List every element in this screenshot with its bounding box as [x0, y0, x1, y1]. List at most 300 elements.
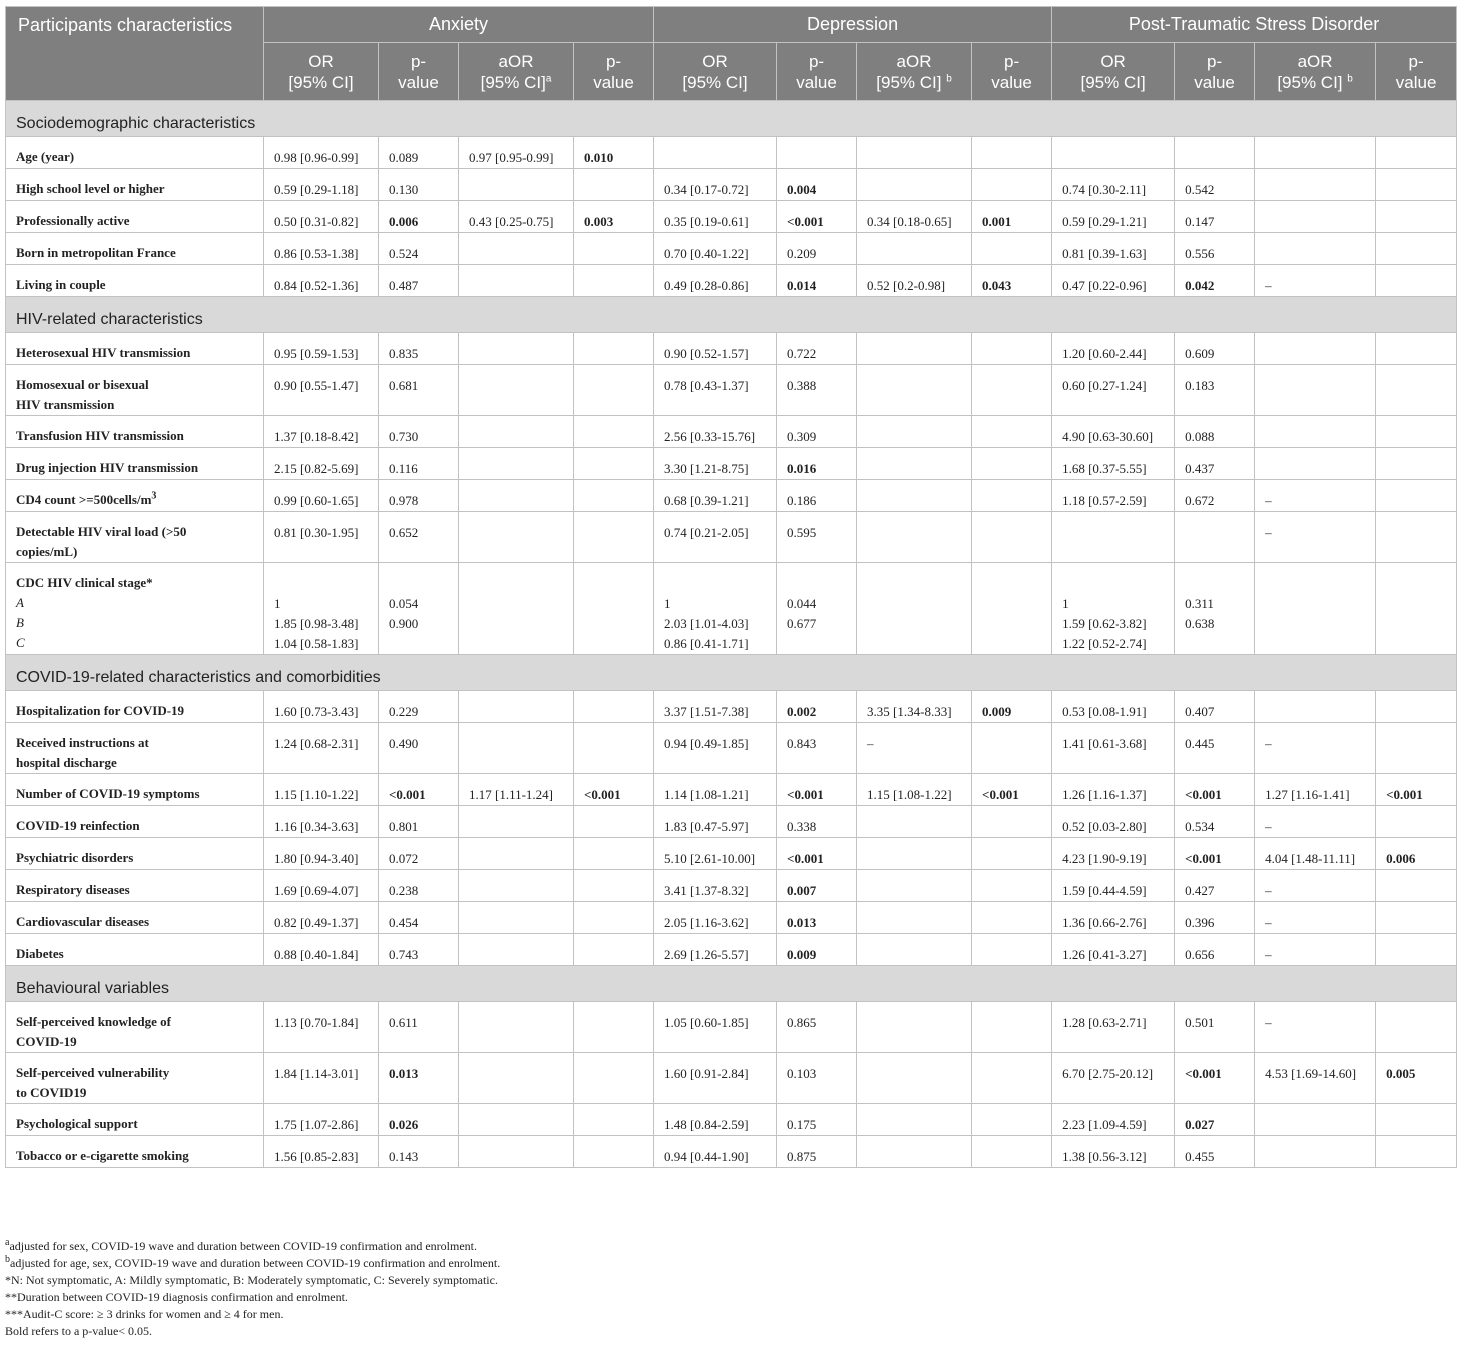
table-cell	[972, 902, 1052, 934]
table-cell: 0.35 [0.19-0.61]	[654, 201, 777, 233]
row-label: Psychological support	[6, 1104, 264, 1136]
section-title: HIV-related characteristics	[6, 297, 1457, 333]
table-cell: 0.49 [0.28-0.86]	[654, 265, 777, 297]
table-cell: 1.48 [0.84-2.59]	[654, 1104, 777, 1136]
table-row	[6, 333, 1457, 365]
table-cell: 0.59 [0.29-1.18]	[264, 169, 379, 201]
p-value-header: p- value	[777, 43, 857, 101]
row-label: Number of COVID-19 symptoms	[6, 774, 264, 806]
table-cell: 0.388	[777, 365, 857, 416]
aor-footnote-mark: b	[1347, 72, 1353, 84]
table-cell: 0.94 [0.49-1.85]	[654, 723, 777, 774]
table-cell: 2.05 [1.16-3.62]	[654, 902, 777, 934]
table-cell: 0.70 [0.40-1.22]	[654, 233, 777, 265]
table-cell: 1 2.03 [1.01-4.03] 0.86 [0.41-1.71]	[654, 563, 777, 655]
table-cell	[459, 448, 574, 480]
table-cell: 0.59 [0.29-1.21]	[1052, 201, 1175, 233]
section-row	[6, 966, 1457, 1002]
table-cell	[857, 563, 972, 655]
row-label: High school level or higher	[6, 169, 264, 201]
table-cell: 0.238	[379, 870, 459, 902]
table-cell: 0.490	[379, 723, 459, 774]
table-cell	[1376, 480, 1457, 512]
table-cell: 4.53 [1.69-14.60]	[1255, 1053, 1376, 1104]
table-cell: <0.001	[777, 201, 857, 233]
table-cell: 1.59 [0.44-4.59]	[1052, 870, 1175, 902]
table-cell: 6.70 [2.75-20.12]	[1052, 1053, 1175, 1104]
table-cell: 0.74 [0.21-2.05]	[654, 512, 777, 563]
table-cell	[459, 365, 574, 416]
results-table	[5, 6, 1457, 1168]
row-label: Cardiovascular diseases	[6, 902, 264, 934]
table-cell: 0.130	[379, 169, 459, 201]
table-cell	[857, 902, 972, 934]
table-cell	[1255, 137, 1376, 169]
table-cell: 0.86 [0.53-1.38]	[264, 233, 379, 265]
table-cell: 0.95 [0.59-1.53]	[264, 333, 379, 365]
table-cell	[777, 137, 857, 169]
row-label: Transfusion HIV transmission	[6, 416, 264, 448]
table-cell: 0.611	[379, 1002, 459, 1053]
table-cell: 0.003	[574, 201, 654, 233]
table-cell: 0.043	[972, 265, 1052, 297]
table-cell: 0.74 [0.30-2.11]	[1052, 169, 1175, 201]
footnote-mark: a	[5, 1237, 10, 1248]
table-cell	[857, 512, 972, 563]
table-cell: 0.681	[379, 365, 459, 416]
table-cell	[1376, 934, 1457, 966]
table-cell: 1.41 [0.61-3.68]	[1052, 723, 1175, 774]
table-cell	[574, 448, 654, 480]
table-cell: 1.20 [0.60-2.44]	[1052, 333, 1175, 365]
p-value-header: p- value	[972, 43, 1052, 101]
table-cell	[574, 365, 654, 416]
table-row	[6, 902, 1457, 934]
table-cell	[1376, 512, 1457, 563]
row-label: Living in couple	[6, 265, 264, 297]
aor-footnote-mark: a	[545, 72, 552, 84]
table-cell: <0.001	[777, 838, 857, 870]
table-cell	[1376, 416, 1457, 448]
row-label: Age (year)	[6, 137, 264, 169]
table-cell: 0.311 0.638	[1175, 563, 1255, 655]
table-row	[6, 723, 1457, 774]
table-cell: 0.78 [0.43-1.37]	[654, 365, 777, 416]
table-cell	[1376, 448, 1457, 480]
table-cell: 0.524	[379, 233, 459, 265]
table-cell	[1376, 265, 1457, 297]
table-cell	[574, 333, 654, 365]
table-cell: 1 1.59 [0.62-3.82] 1.22 [0.52-2.74]	[1052, 563, 1175, 655]
row-label: Professionally active	[6, 201, 264, 233]
table-cell	[1255, 1136, 1376, 1168]
footnote: ***Audit-C score: ≥ 3 drinks for women and ≥ 4 for men.	[5, 1307, 284, 1321]
table-cell: 0.99 [0.60-1.65]	[264, 480, 379, 512]
table-cell: 0.116	[379, 448, 459, 480]
table-cell: 0.501	[1175, 1002, 1255, 1053]
table-cell	[1376, 1136, 1457, 1168]
table-cell: 1.14 [1.08-1.21]	[654, 774, 777, 806]
table-cell	[972, 806, 1052, 838]
table-cell	[459, 1104, 574, 1136]
table-row	[6, 1136, 1457, 1168]
aor-ci-header: aOR [95% CI] $^b$	[1255, 43, 1376, 101]
table-cell: 1.16 [0.34-3.63]	[264, 806, 379, 838]
table-cell: –	[1255, 870, 1376, 902]
table-cell: 0.407	[1175, 691, 1255, 723]
table-cell	[459, 1053, 574, 1104]
table-cell: 0.006	[1376, 838, 1457, 870]
table-cell: 0.005	[1376, 1053, 1457, 1104]
table-cell: 0.183	[1175, 365, 1255, 416]
table-cell	[1376, 806, 1457, 838]
section-row	[6, 101, 1457, 137]
table-cell: 0.652	[379, 512, 459, 563]
table-cell	[459, 1136, 574, 1168]
table-cell: 0.53 [0.08-1.91]	[1052, 691, 1175, 723]
table-cell: 0.013	[777, 902, 857, 934]
table-cell	[972, 1002, 1052, 1053]
table-cell	[1255, 1104, 1376, 1136]
table-cell	[972, 1136, 1052, 1168]
table-cell: –	[1255, 902, 1376, 934]
table-cell: 0.072	[379, 838, 459, 870]
table-cell: 0.843	[777, 723, 857, 774]
row-label: Received instructions at hospital discharge	[6, 723, 264, 774]
table-cell: 1 1.85 [0.98-3.48] 1.04 [0.58-1.83]	[264, 563, 379, 655]
table-cell	[1376, 201, 1457, 233]
row-label: CD4 count $>=500cells/m^3$	[6, 480, 264, 512]
table-row	[6, 1104, 1457, 1136]
table-cell	[574, 902, 654, 934]
table-cell	[574, 691, 654, 723]
or-ci-header: OR [95% CI]	[1052, 43, 1175, 101]
table-cell	[459, 233, 574, 265]
table-cell	[857, 1104, 972, 1136]
table-cell	[1255, 233, 1376, 265]
p-value-header: p- value	[1376, 43, 1457, 101]
table-cell	[857, 137, 972, 169]
table-cell	[574, 1136, 654, 1168]
table-cell	[1376, 365, 1457, 416]
table-cell: 0.534	[1175, 806, 1255, 838]
table-cell: 0.94 [0.44-1.90]	[654, 1136, 777, 1168]
table-cell: –	[1255, 723, 1376, 774]
aor-ci-header: aOR [95% CI]$^a$	[459, 43, 574, 101]
table-cell	[857, 416, 972, 448]
table-cell	[459, 870, 574, 902]
table-cell: <0.001	[379, 774, 459, 806]
table-cell: 0.455	[1175, 1136, 1255, 1168]
table-cell: 0.338	[777, 806, 857, 838]
table-row	[6, 365, 1457, 416]
table-cell	[972, 723, 1052, 774]
table-cell: –	[857, 723, 972, 774]
table-cell: 4.90 [0.63-30.60]	[1052, 416, 1175, 448]
table-cell	[1255, 201, 1376, 233]
table-cell: <0.001	[1175, 774, 1255, 806]
table-cell	[574, 416, 654, 448]
stage-sublabel: C	[16, 635, 25, 650]
row-label: CDC HIV clinical stage* A B C	[6, 563, 264, 655]
table-cell: 0.016	[777, 448, 857, 480]
table-cell	[972, 233, 1052, 265]
table-cell: 1.60 [0.73-3.43]	[264, 691, 379, 723]
table-cell	[574, 169, 654, 201]
table-cell: 0.656	[1175, 934, 1255, 966]
table-cell	[459, 512, 574, 563]
table-row	[6, 934, 1457, 966]
table-cell	[654, 137, 777, 169]
table-row	[6, 806, 1457, 838]
table-cell	[972, 416, 1052, 448]
table-cell: 1.68 [0.37-5.55]	[1052, 448, 1175, 480]
table-cell: 1.84 [1.14-3.01]	[264, 1053, 379, 1104]
table-row	[6, 870, 1457, 902]
table-cell: <0.001	[777, 774, 857, 806]
table-cell	[972, 512, 1052, 563]
table-cell: 0.52 [0.03-2.80]	[1052, 806, 1175, 838]
table-cell: –	[1255, 265, 1376, 297]
table-cell	[1255, 563, 1376, 655]
table-cell: 0.84 [0.52-1.36]	[264, 265, 379, 297]
table-cell	[1376, 691, 1457, 723]
row-label: Psychiatric disorders	[6, 838, 264, 870]
table-cell	[574, 806, 654, 838]
table-cell	[1052, 512, 1175, 563]
table-cell	[459, 902, 574, 934]
table-cell: 3.30 [1.21-8.75]	[654, 448, 777, 480]
row-label: Self-perceived vulnerability to COVID19	[6, 1053, 264, 1104]
footnotes	[5, 1238, 500, 1340]
table-cell: 0.542	[1175, 169, 1255, 201]
table-cell: 1.15 [1.10-1.22]	[264, 774, 379, 806]
table-cell: 1.24 [0.68-2.31]	[264, 723, 379, 774]
row-label: Homosexual or bisexual HIV transmission	[6, 365, 264, 416]
table-cell: 0.042	[1175, 265, 1255, 297]
p-value-header: p- value	[1175, 43, 1255, 101]
table-cell	[857, 169, 972, 201]
footnote: $^b$adjusted for age, sex, COVID-19 wave and duration between COVID-19 confirmation and enrolment.	[5, 1254, 501, 1270]
aor-ci-header: aOR [95% CI] $^b$	[857, 43, 972, 101]
table-cell: –	[1255, 1002, 1376, 1053]
row-label: Respiratory diseases	[6, 870, 264, 902]
table-cell: 0.309	[777, 416, 857, 448]
table-cell: 0.002	[777, 691, 857, 723]
depression-header: Depression	[654, 7, 1052, 43]
table-cell	[857, 934, 972, 966]
table-cell	[1376, 563, 1457, 655]
table-cell: 1.60 [0.91-2.84]	[654, 1053, 777, 1104]
table-row	[6, 233, 1457, 265]
table-cell: 0.595	[777, 512, 857, 563]
table-cell: 1.05 [0.60-1.85]	[654, 1002, 777, 1053]
table-row	[6, 512, 1457, 563]
table-cell	[459, 480, 574, 512]
table-row	[6, 201, 1457, 233]
table-cell: <0.001	[1376, 774, 1457, 806]
table-cell: 0.34 [0.18-0.65]	[857, 201, 972, 233]
table-cell: 5.10 [2.61-10.00]	[654, 838, 777, 870]
table-cell	[1255, 169, 1376, 201]
table-cell: 0.865	[777, 1002, 857, 1053]
table-cell	[459, 934, 574, 966]
p-value-header: p- value	[574, 43, 654, 101]
table-cell	[1175, 512, 1255, 563]
table-cell	[1052, 137, 1175, 169]
table-cell	[459, 333, 574, 365]
table-cell: 0.978	[379, 480, 459, 512]
row-label: Self-perceived knowledge of COVID-19	[6, 1002, 264, 1053]
table-cell: 0.743	[379, 934, 459, 966]
table-cell	[972, 838, 1052, 870]
table-cell: 0.209	[777, 233, 857, 265]
table-cell: 0.801	[379, 806, 459, 838]
table-cell: 2.69 [1.26-5.57]	[654, 934, 777, 966]
table-cell: 0.722	[777, 333, 857, 365]
section-row	[6, 297, 1457, 333]
table-cell: 0.437	[1175, 448, 1255, 480]
table-cell: 0.186	[777, 480, 857, 512]
table-cell	[1376, 870, 1457, 902]
stage-sublabel: B	[16, 615, 24, 630]
table-cell: 0.229	[379, 691, 459, 723]
footnote: **Duration between COVID-19 diagnosis confirmation and enrolment.	[5, 1290, 348, 1304]
table-cell: 1.26 [0.41-3.27]	[1052, 934, 1175, 966]
table-row	[6, 1002, 1457, 1053]
table-cell	[1376, 1002, 1457, 1053]
table-cell: –	[1255, 934, 1376, 966]
table-cell	[574, 870, 654, 902]
table-row	[6, 838, 1457, 870]
table-cell: 0.88 [0.40-1.84]	[264, 934, 379, 966]
table-cell: 0.875	[777, 1136, 857, 1168]
table-cell: 0.34 [0.17-0.72]	[654, 169, 777, 201]
footnote: $^a$adjusted for sex, COVID-19 wave and duration between COVID-19 confirmation and enrolment.	[5, 1237, 477, 1253]
table-cell: 1.38 [0.56-3.12]	[1052, 1136, 1175, 1168]
table-row	[6, 416, 1457, 448]
table-cell: 1.37 [0.18-8.42]	[264, 416, 379, 448]
table-cell: 0.672	[1175, 480, 1255, 512]
table-cell	[1376, 1104, 1457, 1136]
table-cell	[857, 870, 972, 902]
table-row	[6, 265, 1457, 297]
table-cell: 0.027	[1175, 1104, 1255, 1136]
table-cell: <0.001	[1175, 838, 1255, 870]
table-cell	[459, 1002, 574, 1053]
table-cell: 0.175	[777, 1104, 857, 1136]
table-cell: 0.81 [0.39-1.63]	[1052, 233, 1175, 265]
table-cell	[857, 806, 972, 838]
table-cell: 0.97 [0.95-0.99]	[459, 137, 574, 169]
table-cell: 1.69 [0.69-4.07]	[264, 870, 379, 902]
table-cell: 0.088	[1175, 416, 1255, 448]
table-cell: 0.47 [0.22-0.96]	[1052, 265, 1175, 297]
table-cell: <0.001	[1175, 1053, 1255, 1104]
p-value-header: p- value	[379, 43, 459, 101]
table-cell: 0.004	[777, 169, 857, 201]
section-title: Behavioural variables	[6, 966, 1457, 1002]
table-cell: 0.009	[972, 691, 1052, 723]
table-cell	[972, 365, 1052, 416]
table-cell	[1376, 137, 1457, 169]
table-cell: 0.010	[574, 137, 654, 169]
row-label: Diabetes	[6, 934, 264, 966]
row-label: Detectable HIV viral load (>50 copies/mL)	[6, 512, 264, 563]
table-cell: 1.56 [0.85-2.83]	[264, 1136, 379, 1168]
table-row	[6, 563, 1457, 655]
footnote: *N: Not symptomatic, A: Mildly symptomatic, B: Moderately symptomatic, C: Severely symptomatic.	[5, 1273, 498, 1287]
table-cell: 0.054 0.900	[379, 563, 459, 655]
table-row	[6, 137, 1457, 169]
table-cell: 0.427	[1175, 870, 1255, 902]
table-cell: 0.90 [0.55-1.47]	[264, 365, 379, 416]
table-cell	[459, 691, 574, 723]
table-cell: 1.83 [0.47-5.97]	[654, 806, 777, 838]
table-cell: 1.75 [1.07-2.86]	[264, 1104, 379, 1136]
table-row	[6, 691, 1457, 723]
table-cell: <0.001	[972, 774, 1052, 806]
table-cell	[1255, 691, 1376, 723]
stage-sublabel: A	[16, 595, 24, 610]
table-cell: 0.445	[1175, 723, 1255, 774]
row-label: COVID-19 reinfection	[6, 806, 264, 838]
table-cell	[1255, 333, 1376, 365]
footnote-mark: b	[5, 1254, 10, 1265]
table-cell: 1.13 [0.70-1.84]	[264, 1002, 379, 1053]
table-cell	[972, 480, 1052, 512]
table-cell	[972, 169, 1052, 201]
table-cell	[972, 1104, 1052, 1136]
table-cell	[574, 1053, 654, 1104]
table-cell: 0.103	[777, 1053, 857, 1104]
table-row	[6, 774, 1457, 806]
participants-header: Participants characteristics	[6, 7, 264, 101]
table-cell	[574, 265, 654, 297]
table-cell: 0.50 [0.31-0.82]	[264, 201, 379, 233]
table-cell: 0.143	[379, 1136, 459, 1168]
table-cell: 1.80 [0.94-3.40]	[264, 838, 379, 870]
table-cell	[1376, 902, 1457, 934]
table-cell	[1376, 233, 1457, 265]
table-cell	[1376, 333, 1457, 365]
table-cell	[574, 512, 654, 563]
table-cell: 0.147	[1175, 201, 1255, 233]
table-cell	[972, 563, 1052, 655]
table-cell: 3.35 [1.34-8.33]	[857, 691, 972, 723]
aor-footnote-mark: b	[946, 72, 952, 84]
table-cell	[857, 365, 972, 416]
table-cell	[857, 1136, 972, 1168]
row-label: Hospitalization for COVID-19	[6, 691, 264, 723]
table-cell	[972, 1053, 1052, 1104]
section-title: COVID-19-related characteristics and comorbidities	[6, 655, 1457, 691]
table-cell	[972, 333, 1052, 365]
row-label: Heterosexual HIV transmission	[6, 333, 264, 365]
table-cell: 0.52 [0.2-0.98]	[857, 265, 972, 297]
table-cell	[459, 723, 574, 774]
table-cell	[574, 1104, 654, 1136]
table-cell: 1.28 [0.63-2.71]	[1052, 1002, 1175, 1053]
table-cell	[459, 563, 574, 655]
table-cell	[972, 448, 1052, 480]
table-cell: <0.001	[574, 774, 654, 806]
table-cell	[972, 137, 1052, 169]
table-cell: 0.007	[777, 870, 857, 902]
table-cell: 2.15 [0.82-5.69]	[264, 448, 379, 480]
or-ci-header: OR [95% CI]	[654, 43, 777, 101]
table-cell	[574, 1002, 654, 1053]
